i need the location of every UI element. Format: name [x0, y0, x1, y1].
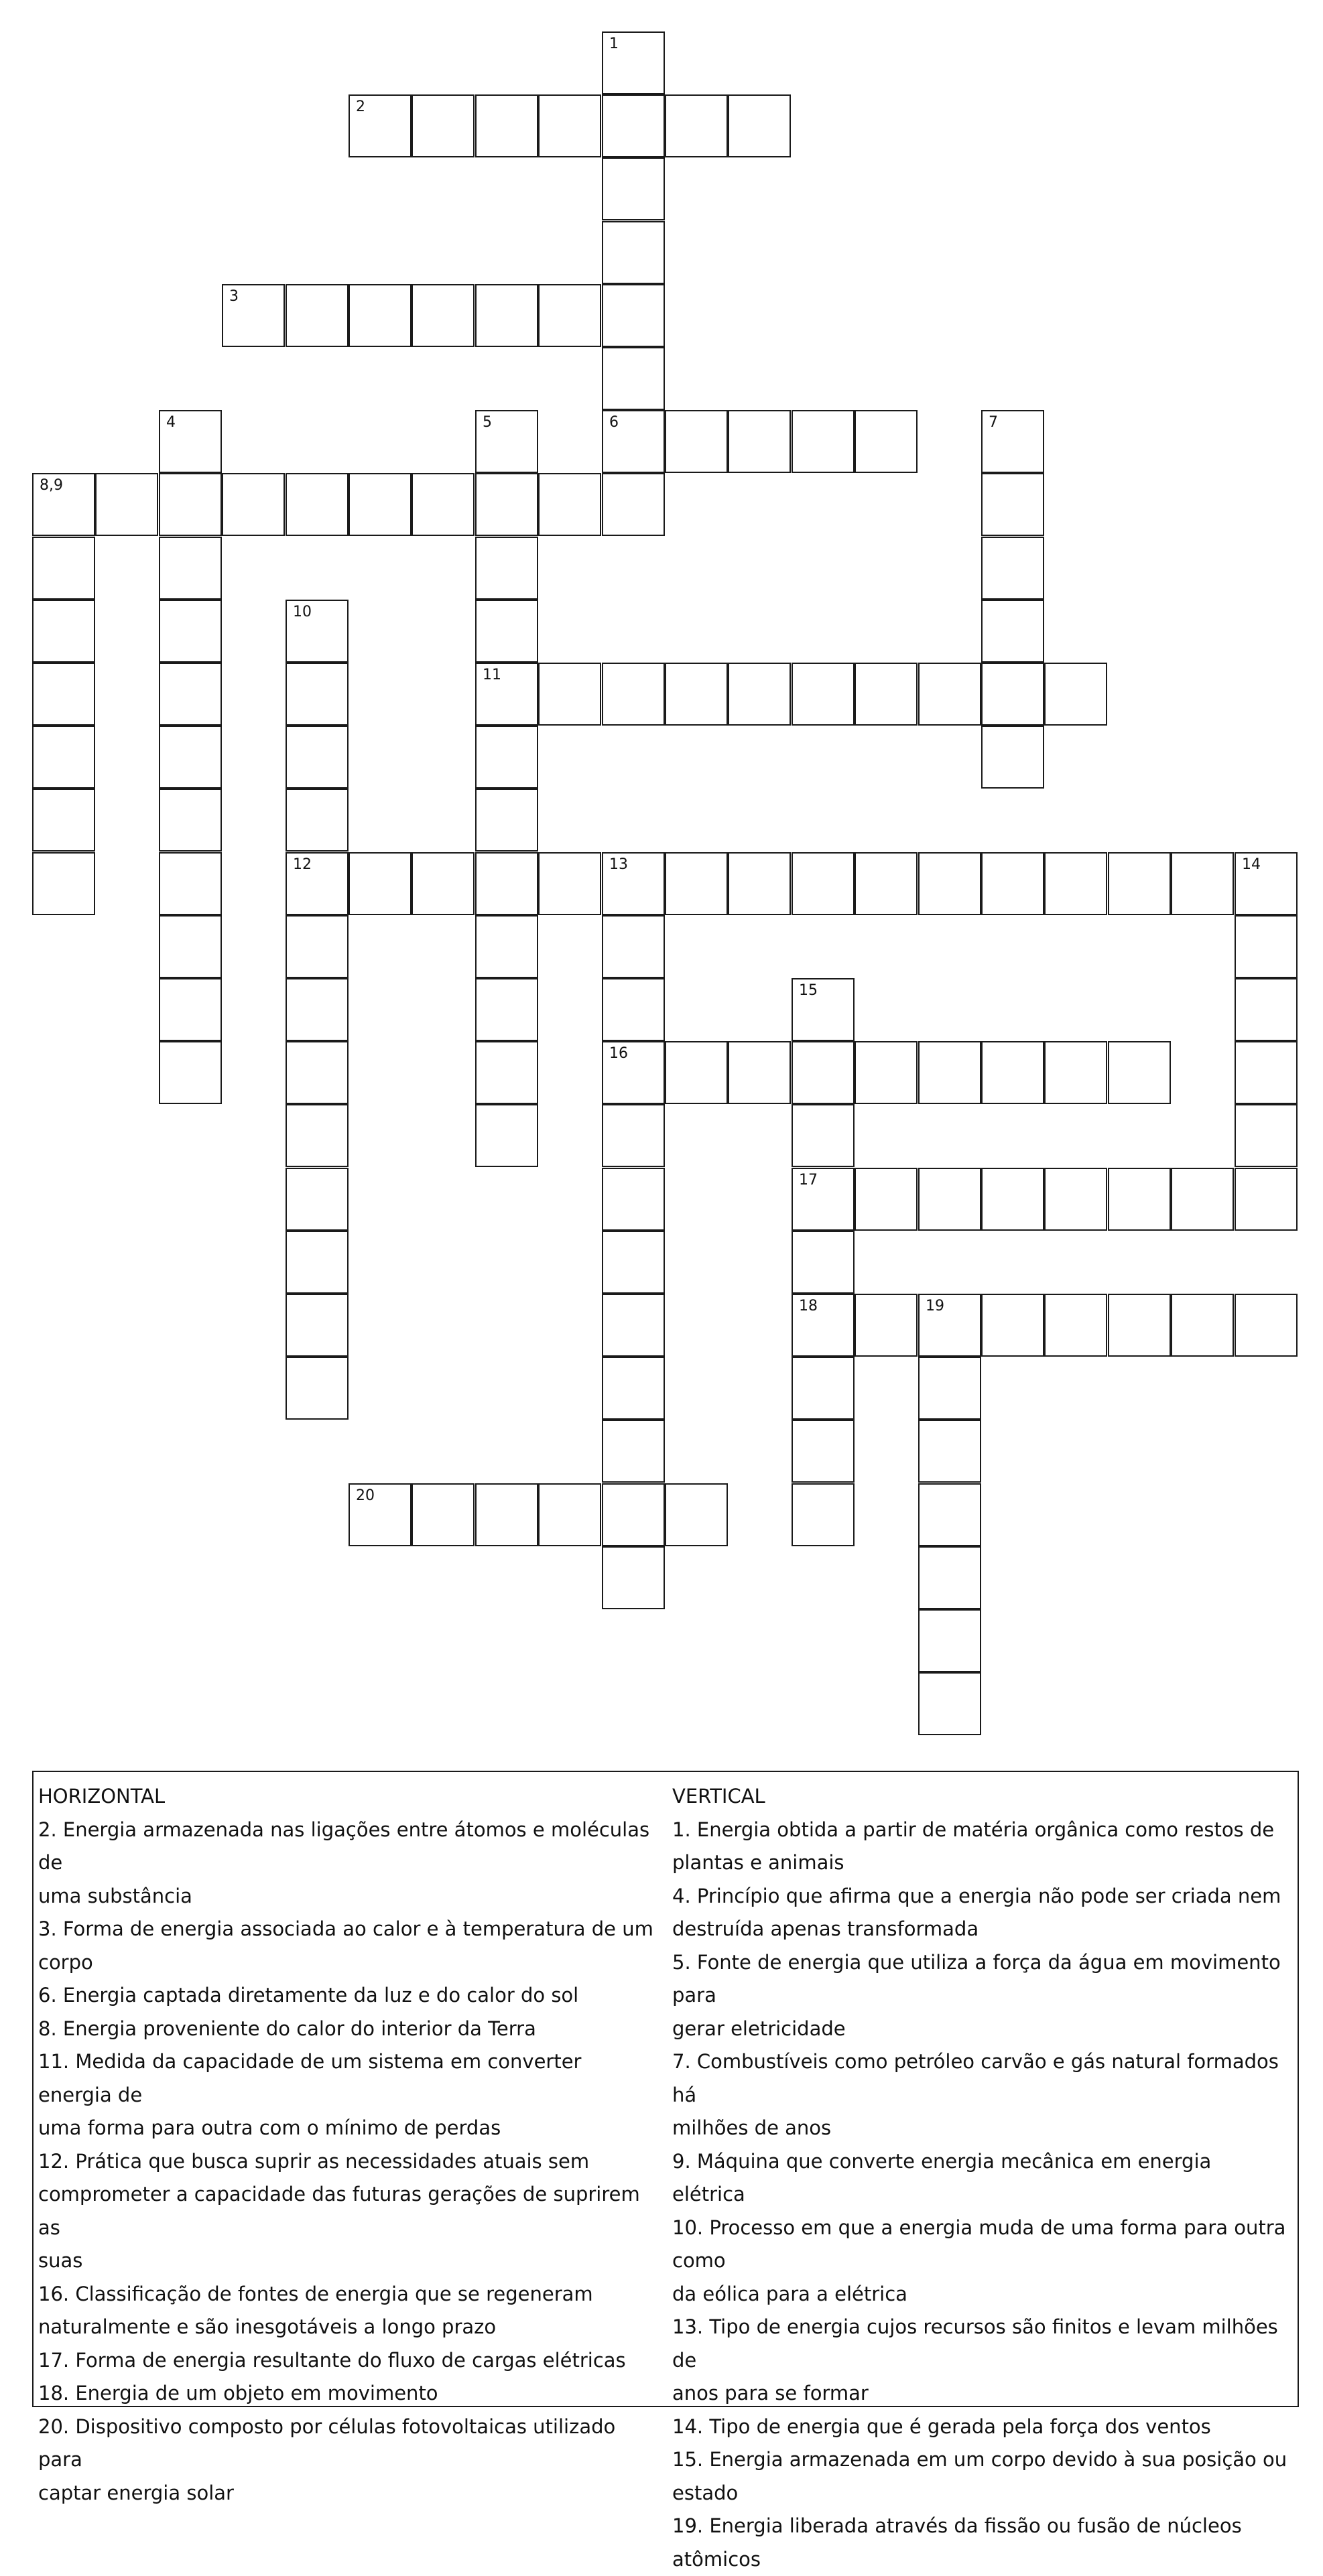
crossword-cell[interactable] — [728, 852, 791, 915]
vertical-clue-line: 1. Energia obtida a partir de matéria orgânica como restos de — [672, 1814, 1289, 1847]
crossword-cell[interactable] — [159, 410, 222, 473]
crossword-cell[interactable] — [918, 1609, 981, 1672]
crossword-cell[interactable] — [665, 663, 728, 726]
vertical-clue-line: 10. Processo em que a energia muda de uma forma para outra como — [672, 2212, 1289, 2278]
crossword-cell[interactable] — [602, 1420, 665, 1483]
crossword-cell[interactable] — [475, 284, 538, 347]
crossword-cell[interactable] — [475, 663, 538, 726]
crossword-cell[interactable] — [918, 1483, 981, 1546]
crossword-cell[interactable] — [286, 978, 349, 1041]
horizontal-clue-line: 6. Energia captada diretamente da luz e do calor do sol — [38, 1979, 655, 2013]
crossword-cell[interactable] — [475, 473, 538, 536]
crossword-cell[interactable] — [981, 473, 1044, 536]
crossword-cell[interactable] — [475, 410, 538, 473]
crossword-cell[interactable] — [792, 663, 855, 726]
crossword-cell[interactable] — [602, 1168, 665, 1231]
crossword-cell[interactable] — [286, 600, 349, 663]
clue-number: 3 — [229, 289, 239, 304]
crossword-cell[interactable] — [918, 1357, 981, 1420]
crossword-cell[interactable] — [665, 94, 728, 157]
crossword-cell[interactable] — [792, 852, 855, 915]
vertical-clue-line: 13. Tipo de energia cujos recursos são finitos e levam milhões de — [672, 2311, 1289, 2377]
crossword-cell[interactable] — [159, 1041, 222, 1104]
crossword-cell[interactable] — [602, 1231, 665, 1294]
crossword-cell[interactable] — [602, 1546, 665, 1609]
crossword-cell[interactable] — [981, 410, 1044, 473]
crossword-cell[interactable] — [159, 789, 222, 852]
crossword-cell[interactable] — [475, 1041, 538, 1104]
crossword-cell[interactable] — [981, 1294, 1044, 1357]
crossword-cell[interactable] — [349, 473, 412, 536]
crossword-cell[interactable] — [32, 473, 95, 536]
vertical-clue-line: 14. Tipo de energia que é gerada pela força dos ventos — [672, 2411, 1289, 2444]
crossword-cell[interactable] — [286, 284, 349, 347]
crossword-cell[interactable] — [1044, 1294, 1107, 1357]
horizontal-clue-line: 18. Energia de um objeto em movimento — [38, 2377, 655, 2411]
crossword-cell[interactable] — [1108, 1168, 1171, 1231]
crossword-cell[interactable] — [1235, 915, 1298, 978]
crossword-cell[interactable] — [1235, 1041, 1298, 1104]
crossword-cell[interactable] — [981, 663, 1044, 726]
clue-number: 7 — [989, 415, 998, 430]
crossword-cell[interactable] — [981, 537, 1044, 600]
crossword-cell[interactable] — [286, 663, 349, 726]
crossword-cell[interactable] — [475, 94, 538, 157]
crossword-cell[interactable] — [286, 852, 349, 915]
vertical-clue-line: destruída apenas transformada — [672, 1913, 1289, 1946]
crossword-cell[interactable] — [1171, 1168, 1234, 1231]
vertical-heading: VERTICAL — [672, 1780, 1289, 1814]
crossword-cell[interactable] — [981, 852, 1044, 915]
crossword-cell[interactable] — [665, 1041, 728, 1104]
crossword-cell[interactable] — [538, 852, 601, 915]
vertical-clues — [672, 1780, 1289, 2576]
vertical-clue-line: 9. Máquina que converte energia mecânica em energia elétrica — [672, 2145, 1289, 2212]
clue-number: 2 — [356, 100, 365, 115]
crossword-cell[interactable] — [286, 726, 349, 789]
crossword-cell[interactable] — [602, 1357, 665, 1420]
crossword-cell[interactable] — [159, 978, 222, 1041]
clue-number: 6 — [609, 415, 619, 430]
crossword-cell[interactable] — [475, 726, 538, 789]
crossword-cell[interactable] — [1044, 1041, 1107, 1104]
crossword-cell[interactable] — [32, 789, 95, 852]
crossword-cell[interactable] — [918, 1546, 981, 1609]
crossword-cell[interactable] — [602, 284, 665, 347]
crossword-cell[interactable] — [159, 915, 222, 978]
clue-number: 10 — [293, 605, 312, 620]
crossword-cell[interactable] — [855, 1041, 918, 1104]
crossword-cell[interactable] — [792, 1357, 855, 1420]
horizontal-clue-line: 17. Forma de energia resultante do fluxo de cargas elétricas — [38, 2344, 655, 2378]
crossword-cell[interactable] — [286, 915, 349, 978]
clue-number: 11 — [483, 668, 501, 683]
vertical-clue-line: estado — [672, 2477, 1289, 2510]
clue-number: 5 — [483, 415, 492, 430]
horizontal-clue-line: 20. Dispositivo composto por células fotovoltaicas utilizado para — [38, 2411, 655, 2477]
crossword-cell[interactable] — [728, 1041, 791, 1104]
horizontal-clue-line: 11. Medida da capacidade de um sistema em converter energia de — [38, 2045, 655, 2112]
crossword-cell[interactable] — [1171, 1294, 1234, 1357]
crossword-cell[interactable] — [32, 663, 95, 726]
crossword-cell[interactable] — [349, 94, 412, 157]
horizontal-clue-line: captar energia solar — [38, 2477, 655, 2510]
crossword-cell[interactable] — [412, 94, 475, 157]
crossword-cell[interactable] — [855, 1168, 918, 1231]
crossword-cell[interactable] — [981, 726, 1044, 789]
crossword-cell[interactable] — [412, 473, 475, 536]
crossword-cell[interactable] — [602, 473, 665, 536]
crossword-cell[interactable] — [222, 284, 285, 347]
crossword-cell[interactable] — [665, 1483, 728, 1546]
crossword-cell[interactable] — [792, 1231, 855, 1294]
crossword-cell[interactable] — [602, 1104, 665, 1167]
vertical-clue-list — [672, 1814, 1289, 2576]
crossword-cell[interactable] — [538, 1483, 601, 1546]
vertical-clue-line: 5. Fonte de energia que utiliza a força da água em movimento para — [672, 1946, 1289, 2013]
clues-box — [32, 1771, 1299, 2407]
crossword-cell[interactable] — [349, 284, 412, 347]
crossword-cell[interactable] — [159, 537, 222, 600]
crossword-cell[interactable] — [792, 1041, 855, 1104]
crossword-cell[interactable] — [349, 852, 412, 915]
crossword-cell[interactable] — [475, 600, 538, 663]
crossword-cell[interactable] — [475, 915, 538, 978]
vertical-clue-line: 15. Energia armazenada em um corpo devido à sua posição ou — [672, 2443, 1289, 2477]
crossword-cell[interactable] — [159, 852, 222, 915]
crossword-cell[interactable] — [665, 852, 728, 915]
clue-number: 15 — [799, 984, 818, 998]
vertical-clue-line: 7. Combustíveis como petróleo carvão e gás natural formados há — [672, 2045, 1289, 2112]
crossword-cell[interactable] — [1044, 1168, 1107, 1231]
vertical-clue-line: gerar eletricidade — [672, 2013, 1289, 2046]
crossword-cell[interactable] — [286, 1357, 349, 1420]
crossword-cell[interactable] — [475, 852, 538, 915]
horizontal-clue-list — [38, 1814, 655, 2510]
horizontal-clue-line: suas — [38, 2244, 655, 2278]
crossword-cell[interactable] — [538, 473, 601, 536]
crossword-cell[interactable] — [475, 789, 538, 852]
crossword-cell[interactable] — [792, 978, 855, 1041]
crossword-cell[interactable] — [855, 852, 918, 915]
crossword-cell[interactable] — [1235, 978, 1298, 1041]
crossword-cell[interactable] — [475, 1483, 538, 1546]
crossword-cell[interactable] — [602, 1041, 665, 1104]
horizontal-heading: HORIZONTAL — [38, 1780, 655, 1814]
crossword-cell[interactable] — [855, 1294, 918, 1357]
crossword-cell[interactable] — [1044, 852, 1107, 915]
crossword-cell[interactable] — [602, 347, 665, 410]
crossword-cell[interactable] — [602, 1483, 665, 1546]
crossword-cell[interactable] — [32, 726, 95, 789]
crossword-cell[interactable] — [1108, 1041, 1171, 1104]
crossword-cell[interactable] — [602, 157, 665, 220]
crossword-cell[interactable] — [728, 410, 791, 473]
crossword-cell[interactable] — [475, 1104, 538, 1167]
crossword-cell[interactable] — [1235, 1168, 1298, 1231]
crossword-cell[interactable] — [792, 410, 855, 473]
clue-number: 12 — [293, 858, 312, 872]
crossword-cell[interactable] — [412, 852, 475, 915]
crossword-cell[interactable] — [286, 1231, 349, 1294]
clue-number: 16 — [609, 1046, 628, 1061]
crossword-cell[interactable] — [602, 915, 665, 978]
crossword-cell[interactable] — [918, 1294, 981, 1357]
crossword-cell[interactable] — [1235, 1104, 1298, 1167]
crossword-cell[interactable] — [412, 1483, 475, 1546]
horizontal-clue-line: naturalmente e são inesgotáveis a longo prazo — [38, 2311, 655, 2344]
vertical-clue-line: milhões de anos — [672, 2112, 1289, 2145]
crossword-cell[interactable] — [602, 410, 665, 473]
crossword-cell[interactable] — [95, 473, 158, 536]
crossword-cell[interactable] — [475, 537, 538, 600]
horizontal-clue-line: comprometer a capacidade das futuras gerações de suprirem as — [38, 2178, 655, 2244]
vertical-clue-line: 4. Princípio que afirma que a energia não pode ser criada nem — [672, 1880, 1289, 1913]
crossword-cell[interactable] — [286, 1041, 349, 1104]
crossword-cell[interactable] — [918, 1041, 981, 1104]
crossword-cell[interactable] — [32, 537, 95, 600]
clue-number: 17 — [799, 1173, 818, 1188]
vertical-clue-line: anos para se formar — [672, 2377, 1289, 2411]
crossword-cell[interactable] — [1235, 1294, 1298, 1357]
crossword-cell[interactable] — [475, 978, 538, 1041]
crossword-cell[interactable] — [1108, 852, 1171, 915]
crossword-cell[interactable] — [602, 94, 665, 157]
crossword-cell[interactable] — [602, 663, 665, 726]
crossword-cell[interactable] — [602, 852, 665, 915]
crossword-cell[interactable] — [349, 1483, 412, 1546]
horizontal-clue-line: 16. Classificação de fontes de energia que se regeneram — [38, 2278, 655, 2311]
crossword-cell[interactable] — [728, 94, 791, 157]
horizontal-clues — [38, 1780, 655, 2510]
clue-number: 20 — [356, 1489, 375, 1503]
horizontal-clue-line: uma forma para outra com o mínimo de perdas — [38, 2112, 655, 2145]
crossword-cell[interactable] — [918, 852, 981, 915]
horizontal-clue-line: 2. Energia armazenada nas ligações entre átomos e moléculas de — [38, 1814, 655, 1880]
crossword-cell[interactable] — [981, 1168, 1044, 1231]
crossword-cell[interactable] — [855, 663, 918, 726]
crossword-cell[interactable] — [159, 600, 222, 663]
clue-number: 14 — [1242, 858, 1261, 872]
crossword-cell[interactable] — [918, 1168, 981, 1231]
crossword-cell[interactable] — [286, 1168, 349, 1231]
crossword-cell[interactable] — [538, 94, 601, 157]
crossword-cell[interactable] — [286, 473, 349, 536]
crossword-cell[interactable] — [602, 978, 665, 1041]
crossword-cell[interactable] — [792, 1294, 855, 1357]
crossword-cell[interactable] — [32, 852, 95, 915]
crossword-cell[interactable] — [1108, 1294, 1171, 1357]
crossword-cell[interactable] — [32, 600, 95, 663]
horizontal-clue-line: 12. Prática que busca suprir as necessidades atuais sem — [38, 2145, 655, 2179]
clue-number: 18 — [799, 1299, 818, 1314]
vertical-clue-line: da eólica para a elétrica — [672, 2278, 1289, 2311]
crossword-cell[interactable] — [1171, 852, 1234, 915]
crossword-cell[interactable] — [792, 1168, 855, 1231]
crossword-cell[interactable] — [159, 726, 222, 789]
crossword-cell[interactable] — [602, 1294, 665, 1357]
crossword-cell[interactable] — [538, 284, 601, 347]
crossword-cell[interactable] — [792, 1483, 855, 1546]
crossword-cell[interactable] — [286, 1104, 349, 1167]
clue-number: 13 — [609, 858, 628, 872]
crossword-cell[interactable] — [792, 1420, 855, 1483]
crossword-cell[interactable] — [286, 789, 349, 852]
crossword-cell[interactable] — [981, 1041, 1044, 1104]
crossword-cell[interactable] — [412, 284, 475, 347]
crossword-cell[interactable] — [159, 473, 222, 536]
crossword-cell[interactable] — [665, 410, 728, 473]
crossword-cell[interactable] — [159, 663, 222, 726]
crossword-cell[interactable] — [855, 410, 918, 473]
vertical-clue-line: plantas e animais — [672, 1846, 1289, 1880]
clue-number: 8,9 — [40, 478, 63, 493]
horizontal-clue-line: 3. Forma de energia associada ao calor e à temperatura de um corpo — [38, 1913, 655, 1979]
crossword-cell[interactable] — [538, 663, 601, 726]
crossword-cell[interactable] — [1044, 663, 1107, 726]
horizontal-clue-line: uma substância — [38, 1880, 655, 1913]
crossword-cell[interactable] — [286, 1294, 349, 1357]
crossword-cell[interactable] — [602, 31, 665, 94]
crossword-cell[interactable] — [728, 663, 791, 726]
crossword-cell[interactable] — [792, 1104, 855, 1167]
crossword-cell[interactable] — [918, 1420, 981, 1483]
clue-number: 1 — [609, 37, 619, 52]
crossword-cell[interactable] — [981, 600, 1044, 663]
crossword-cell[interactable] — [222, 473, 285, 536]
clue-number: 4 — [166, 415, 176, 430]
crossword-cell[interactable] — [1235, 852, 1298, 915]
vertical-clue-line: 19. Energia liberada através da fissão ou fusão de núcleos atômicos — [672, 2510, 1289, 2576]
crossword-cell[interactable] — [918, 1672, 981, 1735]
clue-number: 19 — [926, 1299, 944, 1314]
crossword-cell[interactable] — [602, 221, 665, 284]
crossword-cell[interactable] — [918, 663, 981, 726]
horizontal-clue-line: 8. Energia proveniente do calor do interior da Terra — [38, 2013, 655, 2046]
